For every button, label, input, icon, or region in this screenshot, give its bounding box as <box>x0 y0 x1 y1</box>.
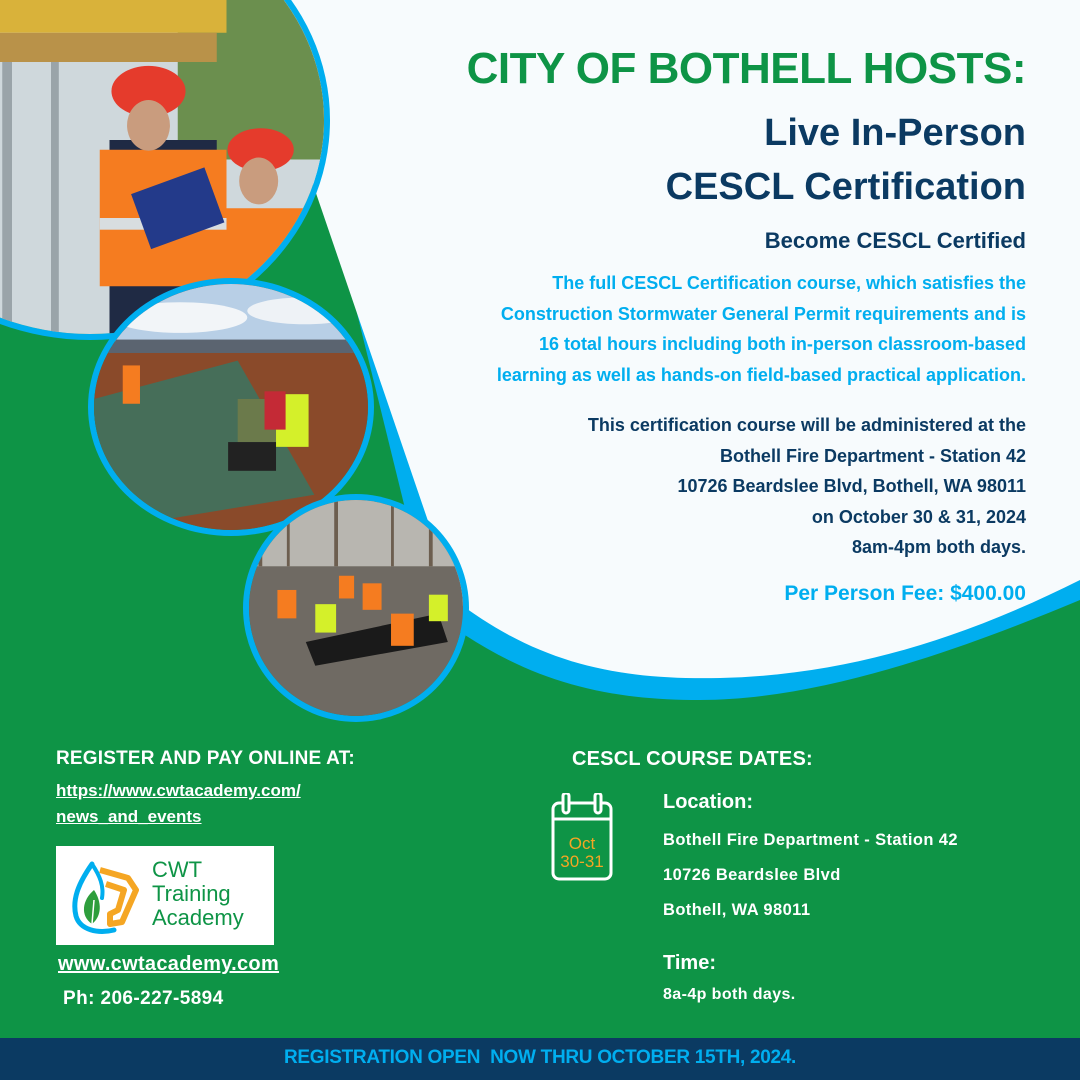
location-line: 10726 Beardslee Blvd <box>663 866 841 884</box>
website-link[interactable]: www.cwtacademy.com <box>58 953 280 975</box>
venue-line: on October 30 & 31, 2024 <box>811 506 1026 527</box>
description-line: The full CESCL Certification course, which satisfies the <box>552 273 1026 293</box>
fee-label: Per Person Fee: $400.00 <box>784 581 1026 605</box>
cwt-logo <box>56 846 274 945</box>
title-line-1: Live In-Person <box>764 112 1026 154</box>
registration-link-line-1: https://www.cwtacademy.com/ <box>56 781 301 800</box>
registration-link[interactable] <box>56 778 496 830</box>
location-line: Bothell, WA 98011 <box>663 901 811 919</box>
venue-line: This certification course will be administered at the <box>587 415 1026 435</box>
logo-text <box>152 858 244 930</box>
hero-section <box>326 40 1026 609</box>
hero-eyebrow: CITY OF BOTHELL HOSTS: <box>466 44 1026 93</box>
venue-line: 8am-4pm both days. <box>851 537 1026 557</box>
time-label: Time: <box>663 952 716 974</box>
course-dates-heading: CESCL COURSE DATES: <box>572 748 813 770</box>
register-heading: REGISTER AND PAY ONLINE AT: <box>56 748 355 769</box>
description-line: 16 total hours including both in-person classroom-based <box>538 334 1026 354</box>
registration-link-line-2: news_and_events <box>56 807 202 826</box>
venue-line: Bothell Fire Department - Station 42 <box>719 445 1026 466</box>
calendar-month: Oct <box>568 834 596 853</box>
logo-line-3: Academy <box>152 905 244 930</box>
venue-details <box>326 410 1026 563</box>
subtitle: Become CESCL Certified <box>764 228 1026 253</box>
logo-line-1: CWT <box>152 857 203 882</box>
cwt-leaf-drop-icon <box>70 860 146 936</box>
location-line: Bothell Fire Department - Station 42 <box>663 831 958 849</box>
calendar-days: 30-31 <box>560 852 604 871</box>
course-description <box>326 268 1026 390</box>
description-line: Construction Stormwater General Permit requirements and is <box>500 303 1026 324</box>
description-line: learning as well as hands-on field-based practical application. <box>496 364 1026 385</box>
phone-number: Ph: 206-227-5894 <box>63 988 224 1009</box>
registration-banner <box>0 1038 1080 1080</box>
title-line-2: CESCL Certification <box>665 166 1026 208</box>
location-label: Location: <box>663 791 753 813</box>
venue-line: 10726 Beardslee Blvd, Bothell, WA 98011 <box>677 476 1026 496</box>
calendar-icon <box>551 793 613 881</box>
register-section <box>56 746 496 830</box>
time-value: 8a-4p both days. <box>663 986 796 1003</box>
registration-banner-text: REGISTRATION OPEN NOW THRU OCTOBER 15TH, 2024. <box>284 1047 796 1068</box>
logo-line-2: Training <box>152 881 231 906</box>
page-title <box>326 106 1026 214</box>
